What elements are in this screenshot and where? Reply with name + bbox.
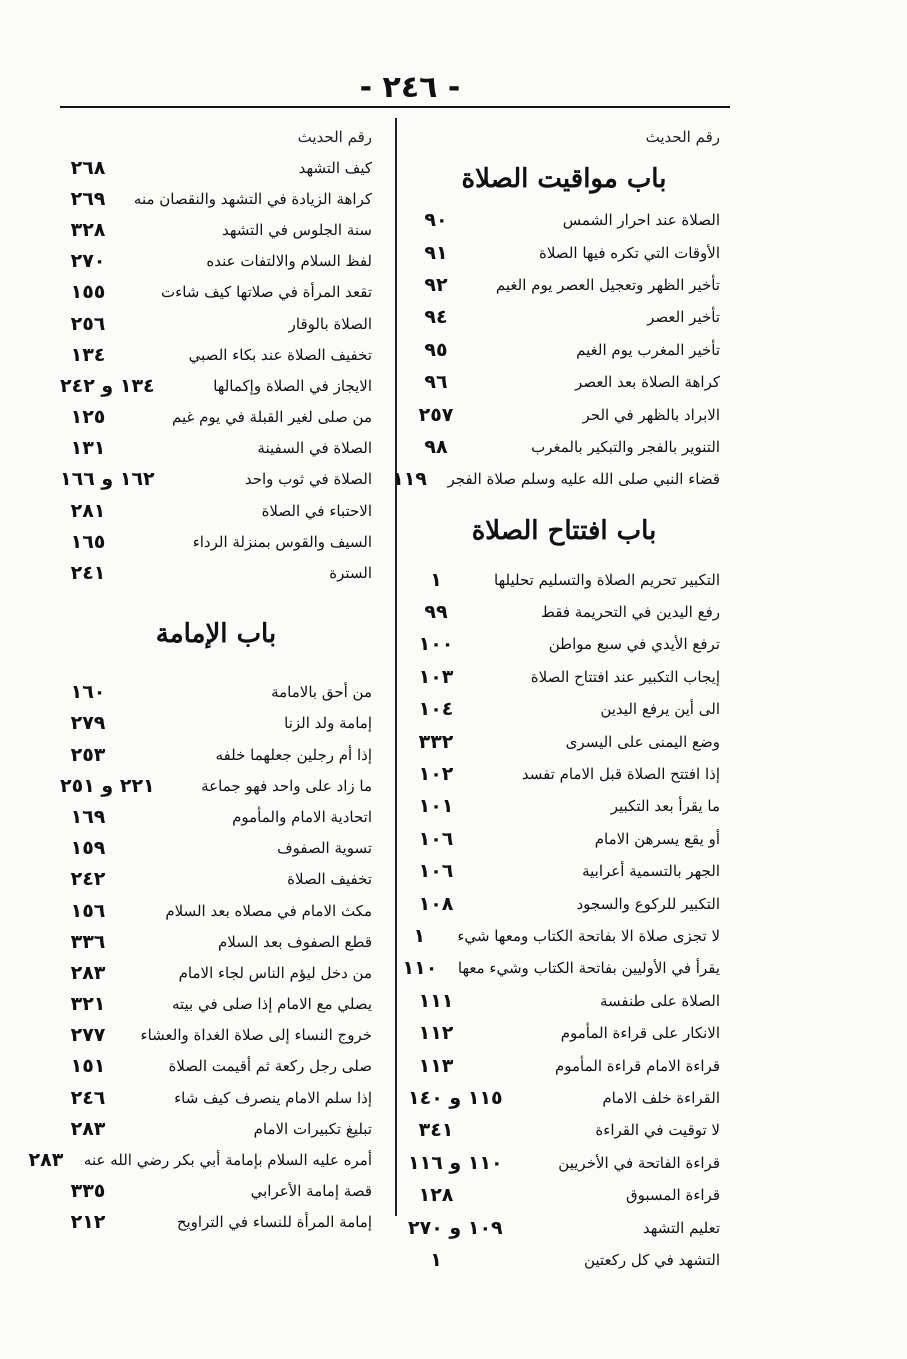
entry-title: السيف والقوس بمنزلة الرداء bbox=[192, 532, 372, 551]
index-entry-row bbox=[408, 985, 720, 1017]
hadith-number: ٢٨٣ bbox=[70, 1117, 106, 1140]
index-entry-row bbox=[60, 1020, 372, 1051]
hadith-number: ١١١ bbox=[418, 989, 454, 1012]
index-entry-row bbox=[60, 1176, 372, 1207]
index-entry-row bbox=[408, 661, 720, 693]
entry-title: وضع اليمنى على اليسرى bbox=[565, 732, 720, 751]
hadith-number: ١٥٩ bbox=[70, 837, 106, 860]
hadith-number: ١ bbox=[430, 1248, 442, 1271]
index-entry-row bbox=[28, 1144, 372, 1175]
entry-title: الصلاة في السفينة bbox=[257, 439, 372, 458]
index-entry-row bbox=[60, 739, 372, 770]
index-entry-row bbox=[60, 214, 372, 245]
index-list bbox=[402, 564, 720, 1277]
index-entry-row bbox=[60, 895, 372, 926]
index-entry-row bbox=[60, 1082, 372, 1113]
entry-title: رفع اليدين في التحريمة فقط bbox=[541, 603, 720, 622]
hadith-number: ١ bbox=[430, 568, 442, 591]
entry-title: من دخل ليؤم الناس لجاء الامام bbox=[178, 963, 372, 982]
hadith-number: ٢٤٦ bbox=[70, 1086, 106, 1109]
entry-title: الصلاة على طنفسة bbox=[600, 991, 720, 1010]
hadith-number: ٢٤٢ bbox=[70, 868, 106, 891]
index-entry-row bbox=[60, 708, 372, 739]
index-entry-row bbox=[60, 152, 372, 183]
hadith-number: ٢٧٠ bbox=[70, 250, 106, 273]
entry-title: يصلي مع الامام إذا صلى في بيته bbox=[171, 995, 372, 1014]
entry-title: أو يقع يسرهن الامام bbox=[594, 829, 720, 848]
entry-title: تخفيف الصلاة عند بكاء الصبي bbox=[188, 345, 372, 364]
hadith-number: ٢٦٩ bbox=[70, 187, 106, 210]
entry-title: الاحتباء في الصلاة bbox=[261, 501, 372, 520]
section-title-opening-prayer: باب افتتاح الصلاة bbox=[471, 515, 657, 546]
entry-title: لا تجزى صلاة الا بفاتحة الكتاب ومعها شيء bbox=[457, 927, 720, 945]
index-list bbox=[28, 677, 372, 1238]
hadith-number: ٢٧٧ bbox=[70, 1024, 106, 1047]
hadith-number: ١٦٠ bbox=[70, 681, 106, 704]
index-entry-row bbox=[408, 1244, 720, 1276]
entry-title: تأخير العصر bbox=[647, 308, 720, 327]
index-entry-row bbox=[60, 464, 372, 495]
index-entry-row bbox=[408, 628, 720, 660]
entry-title: خروج النساء إلى صلاة الغداة والعشاء bbox=[140, 1026, 372, 1045]
index-entry-row bbox=[408, 334, 720, 366]
hadith-number: ٩٦ bbox=[424, 371, 448, 394]
hadith-number: ١١٢ bbox=[418, 1022, 454, 1045]
hadith-number: ٩١ bbox=[424, 241, 448, 264]
entry-title: إذا افتتح الصلاة قبل الامام تفسد bbox=[521, 765, 720, 784]
entry-title: إذا سلم الامام ينصرف كيف شاء bbox=[174, 1088, 372, 1107]
entry-title: تأخير المغرب يوم الغيم bbox=[576, 340, 720, 359]
entry-title: إمامة ولد الزنا bbox=[284, 714, 372, 733]
hadith-number: ٩٩ bbox=[424, 601, 448, 624]
index-entry-row bbox=[408, 596, 720, 628]
hadith-number: ٣٣٢ bbox=[418, 730, 454, 753]
index-entry-row bbox=[60, 864, 372, 895]
entry-title: تبليغ تكبيرات الامام bbox=[253, 1119, 372, 1138]
index-entry-row bbox=[408, 758, 720, 790]
index-entry-row bbox=[60, 957, 372, 988]
hadith-number: ١٢٨ bbox=[418, 1184, 454, 1207]
entry-title: التنوير بالفجر والتبكير بالمغرب bbox=[531, 437, 720, 456]
entry-title: سنة الجلوس في التشهد bbox=[222, 220, 372, 239]
entry-title: إيجاب التكبير عند افتتاح الصلاة bbox=[530, 667, 720, 686]
index-entry-row bbox=[60, 246, 372, 277]
column-header: رقم الحديث bbox=[645, 128, 720, 146]
entry-title: ما يقرأ بعد التكبير bbox=[610, 797, 720, 816]
entry-title: قصة إمامة الأعرابي bbox=[250, 1182, 372, 1201]
index-entry-row bbox=[60, 183, 372, 214]
index-entry-row bbox=[408, 366, 720, 398]
entry-title: التكبير تحريم الصلاة والتسليم تحليلها bbox=[494, 570, 720, 589]
hadith-number: ١٠٤ bbox=[418, 698, 454, 721]
section-title-imamate: باب الإمامة bbox=[155, 618, 277, 649]
entry-title: تعليم التشهد bbox=[642, 1218, 720, 1237]
entry-title: اتحادية الامام والمأموم bbox=[232, 807, 372, 826]
hadith-number: ١٥٦ bbox=[70, 899, 106, 922]
index-entry-row bbox=[408, 1017, 720, 1049]
hadith-number: ١٣٤ bbox=[70, 343, 106, 366]
index-entry-row bbox=[60, 370, 372, 401]
index-entry-row bbox=[60, 770, 372, 801]
entry-title: من أحق بالامامة bbox=[271, 683, 372, 702]
entry-title: كراهة الصلاة بعد العصر bbox=[575, 373, 720, 392]
index-entry-row bbox=[60, 526, 372, 557]
index-entry-row bbox=[408, 564, 720, 596]
entry-title: قراءة المسبوق bbox=[626, 1186, 720, 1205]
index-entry-row bbox=[60, 495, 372, 526]
entry-title: قراءة الامام قراءة المأموم bbox=[554, 1056, 720, 1075]
index-entry-row bbox=[60, 402, 372, 433]
column-header: رقم الحديث bbox=[297, 128, 372, 146]
index-entry-row bbox=[402, 952, 720, 984]
hadith-number: ٩٠ bbox=[424, 209, 448, 232]
entry-title: تسوية الصفوف bbox=[277, 839, 372, 858]
entry-title: الجهر بالتسمية أعرابية bbox=[582, 862, 720, 881]
entry-title: الصلاة بالوقار bbox=[288, 314, 372, 333]
hadith-number: ١٣١ bbox=[70, 437, 106, 460]
entry-title: التشهد في كل ركعتين bbox=[583, 1250, 720, 1269]
index-entry-row bbox=[60, 339, 372, 370]
hadith-number: ١٦٩ bbox=[70, 805, 106, 828]
index-entry-row bbox=[60, 1207, 372, 1238]
hadith-number: ١١٠ و ١١٦ bbox=[408, 1151, 503, 1174]
entry-title: مكث الامام في مصلاه بعد السلام bbox=[165, 901, 372, 920]
hadith-number: ٩٤ bbox=[424, 306, 448, 329]
hadith-number: ٩٢ bbox=[424, 273, 448, 296]
index-entry-row bbox=[408, 301, 720, 333]
entry-title: أمره عليه السلام بإمامة أبي بكر رضي الله عنه bbox=[83, 1151, 372, 1170]
entry-title: من صلى لغير القبلة في يوم غيم bbox=[172, 408, 372, 427]
hadith-number: ٣٢٨ bbox=[70, 218, 106, 241]
hadith-number: ١١٥ و ١٤٠ bbox=[408, 1086, 503, 1109]
index-entry-row bbox=[60, 433, 372, 464]
entry-title: الايجاز في الصلاة وإكمالها bbox=[213, 376, 372, 395]
hadith-number: ٣٢١ bbox=[70, 993, 106, 1016]
hadith-number: ٢١٢ bbox=[70, 1211, 106, 1234]
entry-title: القراءة خلف الامام bbox=[602, 1088, 720, 1107]
entry-title: الصلاة عند احرار الشمس bbox=[562, 211, 720, 230]
entry-title: الصلاة في ثوب واحد bbox=[244, 470, 372, 489]
hadith-number: ٢٦٨ bbox=[70, 156, 106, 179]
entry-title: الأوقات التي تكره فيها الصلاة bbox=[539, 243, 720, 262]
right-column bbox=[392, 122, 720, 1276]
hadith-number: ١٠٢ bbox=[418, 763, 454, 786]
entry-title: إذا أم رجلين جعلهما خلفه bbox=[215, 745, 372, 764]
entry-title: ترفع الأيدي في سبع مواطن bbox=[548, 635, 720, 654]
index-entry-row bbox=[408, 1211, 720, 1243]
left-column bbox=[28, 122, 372, 1238]
hadith-number: ١٥٥ bbox=[70, 281, 106, 304]
hadith-number: ١٦٢ و ١٦٦ bbox=[60, 468, 155, 491]
hadith-number: ٣٣٦ bbox=[70, 930, 106, 953]
entry-title: تأخير الظهر وتعجيل العصر يوم الغيم bbox=[495, 275, 720, 294]
entry-title: الابراد بالظهر في الحر bbox=[582, 405, 720, 424]
hadith-number: ١١٣ bbox=[418, 1054, 454, 1077]
hadith-number: ١٠٦ bbox=[418, 860, 454, 883]
section-title-prayer-times: باب مواقيت الصلاة bbox=[461, 164, 667, 194]
hadith-number: ٢٨٣ bbox=[28, 1149, 64, 1172]
hadith-number: ٩٥ bbox=[424, 338, 448, 361]
hadith-number: ٢٨٣ bbox=[70, 961, 106, 984]
index-entry-row bbox=[60, 1113, 372, 1144]
entry-title: الى أين يرفع اليدين bbox=[600, 700, 720, 719]
hadith-number: ٢٨١ bbox=[70, 499, 106, 522]
hadith-number: ٣٣٥ bbox=[70, 1180, 106, 1203]
hadith-number: ١ bbox=[413, 925, 426, 947]
entry-title: كيف التشهد bbox=[298, 158, 372, 177]
hadith-number: ٢٢١ و ٢٥١ bbox=[60, 774, 155, 797]
hadith-number: ٢٥٣ bbox=[70, 743, 106, 766]
index-entry-row bbox=[60, 1051, 372, 1082]
entry-title: يقرأ في الأوليين بفاتحة الكتاب وشيء معها bbox=[457, 959, 720, 978]
index-list bbox=[60, 152, 372, 589]
index-entry-row bbox=[408, 1049, 720, 1081]
index-entry-row bbox=[408, 887, 720, 919]
index-entry-row bbox=[60, 801, 372, 832]
top-rule bbox=[60, 106, 730, 108]
column-divider bbox=[395, 118, 397, 1216]
index-entry-row bbox=[408, 236, 720, 268]
hadith-number: ١١٩ bbox=[392, 468, 427, 491]
index-entry-row bbox=[408, 431, 720, 463]
hadith-number: ١٠١ bbox=[418, 795, 454, 818]
hadith-number: ١٠٣ bbox=[418, 665, 454, 688]
index-entry-row bbox=[408, 1082, 720, 1114]
index-entry-row bbox=[408, 1114, 720, 1146]
hadith-number: ١١٠ bbox=[402, 957, 438, 980]
entry-title: صلى رجل ركعة ثم أقيمت الصلاة bbox=[168, 1057, 372, 1076]
index-entry-row bbox=[408, 1147, 720, 1179]
hadith-number: ١٣٤ و ٢٤٢ bbox=[60, 374, 155, 397]
index-entry-row bbox=[408, 725, 720, 757]
index-entry-row bbox=[60, 308, 372, 339]
index-list bbox=[392, 204, 720, 496]
hadith-number: ٢٥٧ bbox=[418, 403, 454, 426]
hadith-number: ١٠٨ bbox=[418, 892, 454, 915]
index-entry-row bbox=[408, 1179, 720, 1211]
entry-title: تقعد المرأة في صلاتها كيف شاءت bbox=[161, 283, 372, 302]
index-entry-row bbox=[60, 557, 372, 588]
page-number: - ٢٤٦ - bbox=[359, 70, 461, 105]
entry-title: قضاء النبي صلى الله عليه وسلم صلاة الفجر bbox=[447, 470, 720, 489]
index-entry-row bbox=[60, 677, 372, 708]
index-entry-row bbox=[408, 693, 720, 725]
hadith-number: ٢٤١ bbox=[70, 562, 106, 585]
index-entry-row bbox=[408, 790, 720, 822]
entry-title: التكبير للركوع والسجود bbox=[576, 894, 720, 913]
hadith-number: ١٠٩ و ٢٧٠ bbox=[408, 1216, 503, 1239]
entry-title: السترة bbox=[329, 564, 372, 583]
entry-title: تخفيف الصلاة bbox=[287, 870, 372, 889]
index-entry-row bbox=[60, 277, 372, 308]
entry-title: لا توقيت في القراءة bbox=[595, 1121, 720, 1140]
index-entry-row bbox=[408, 920, 720, 952]
entry-title: قطع الصفوف بعد السلام bbox=[217, 932, 372, 951]
entry-title: الانكار على قراءة المأموم bbox=[560, 1024, 720, 1043]
hadith-number: ٢٥٦ bbox=[70, 312, 106, 335]
entry-title: ما زاد على واحد فهو جماعة bbox=[201, 776, 372, 795]
hadith-number: ١٢٥ bbox=[70, 406, 106, 429]
entry-title: قراءة الفاتحة في الأخريين bbox=[558, 1153, 720, 1172]
entry-title: لفظ السلام والالتفات عنده bbox=[206, 252, 372, 271]
hadith-number: ١٠٦ bbox=[418, 827, 454, 850]
index-entry-row bbox=[60, 833, 372, 864]
entry-title: كراهة الزيادة في التشهد والنقصان منه bbox=[133, 189, 372, 208]
index-entry-row bbox=[60, 989, 372, 1020]
index-entry-row bbox=[408, 269, 720, 301]
hadith-number: ٢٧٩ bbox=[70, 712, 106, 735]
index-entry-row bbox=[408, 398, 720, 430]
hadith-number: ١٥١ bbox=[70, 1055, 106, 1078]
entry-title: إمامة المرأة للنساء في التراويح bbox=[176, 1213, 372, 1232]
hadith-number: ٣٤١ bbox=[418, 1119, 454, 1142]
hadith-number: ٩٨ bbox=[424, 435, 448, 458]
index-entry-row bbox=[60, 926, 372, 957]
hadith-number: ١٦٥ bbox=[70, 530, 106, 553]
index-entry-row bbox=[408, 204, 720, 236]
index-entry-row bbox=[408, 823, 720, 855]
hadith-number: ١٠٠ bbox=[418, 633, 454, 656]
index-entry-row bbox=[392, 463, 720, 495]
index-entry-row bbox=[408, 855, 720, 887]
